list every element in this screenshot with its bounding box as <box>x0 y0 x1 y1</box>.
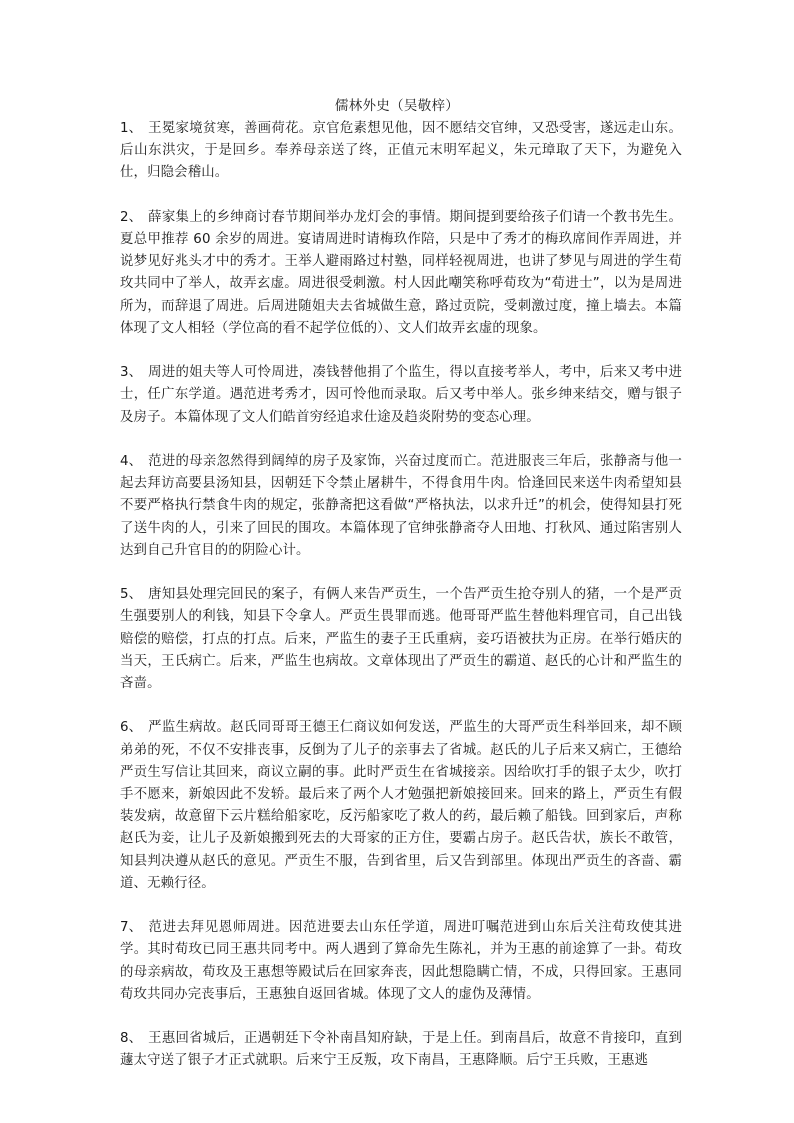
paragraph-text: 王冕家境贫寒，善画荷花。京官危素想见他，因不愿结交官绅，又恐受害，遂远走山东。后山东洪灾，于是回乡。奉养母亲送了终，正值元末明军起义，朱元璋取了天下，为避免入仕，归隐会稽山。 <box>120 121 682 181</box>
paragraph-text: 薛家集上的乡绅商讨春节期间举办龙灯会的事情。期间提到要给孩子们请一个教书先生。夏总甲推荐 60 余岁的周进。宴请周进时请梅玖作陪，只是中了秀才的梅玖席间作弄周进，并说梦见好兆头才中的秀才。王举人避雨路过村塾，同样轻视周进，也讲了梦见与周进的学生荀玫共同中了举人，故弄玄虚。周进很受刺激。村人因此嘲笑称呼荀玫为“荀进士”，以为是周进所为，而辞退了周进。后周进随姐夫去省城做生意，路过贡院，受刺激过度，撞上墙去。本篇体现了文人相轻（学位高的看不起学位低的）、文人们故弄玄虚的现象。 <box>120 209 682 336</box>
paragraph-text: 王惠回省城后，正遇朝廷下令补南昌知府缺，于是上任。到南昌后，故意不肯接印，直到蘧太守送了银子才正式就职。后来宁王反叛，攻下南昌，王惠降顺。后宁王兵败，王惠逃 <box>120 1031 682 1069</box>
paragraph-number: 1、 <box>120 121 143 136</box>
paragraph-number: 3、 <box>120 365 143 381</box>
paragraph-number: 2、 <box>120 209 143 225</box>
paragraph-6 <box>120 717 682 895</box>
paragraph-8 <box>120 1028 682 1072</box>
document-body <box>120 118 682 1095</box>
paragraph-5 <box>120 584 682 695</box>
paragraph-text: 严监生病故。赵氏同哥哥王德王仁商议如何发送，严监生的大哥严贡生科举回来，却不顾弟弟的死，不仅不安排丧事，反倒为了儿子的亲事去了省城。赵氏的儿子后来又病亡，王德给严贡生写信让其回来，商议立嗣的事。此时严贡生在省城接亲。因给吹打手的银子太少，吹打手不愿来，新娘因此不发轿。最后来了两个人才勉强把新娘接回来。回来的路上，严贡生有假装发病，故意留下云片糕给船家吃，反污船家吃了救人的药，最后赖了船钱。回到家后，声称赵氏为妾，让儿子及新娘搬到死去的大哥家的正方住，要霸占房子。赵氏告状，族长不敢管，知县判决遵从赵氏的意见。严贡生不服，告到省里，后又告到部里。体现出严贡生的吝啬、霸道、无赖行径。 <box>120 720 682 891</box>
paragraph-number: 4、 <box>120 454 143 469</box>
paragraph-7 <box>120 917 682 1006</box>
paragraph-text: 唐知县处理完回民的案子，有俩人来告严贡生，一个告严贡生抢夺别人的猪，一个是严贡生强要别人的利钱，知县下令拿人。严贡生畏罪而逃。他哥哥严监生替他料理官司，自己出钱赔偿的赔偿，打点的打点。后来，严监生的妻子王氏重病，妾巧语被扶为正房。在举行婚庆的当天，王氏病亡。后来，严监生也病故。文章体现出了严贡生的霸道、赵氏的心计和严监生的吝啬。 <box>120 587 682 692</box>
paragraph-number: 8、 <box>120 1031 143 1047</box>
paragraph-3 <box>120 362 682 429</box>
paragraph-2 <box>120 207 682 340</box>
paragraph-4 <box>120 451 682 562</box>
document-title: 儒林外史（吴敬梓） <box>334 98 460 114</box>
paragraph-text: 范进的母亲忽然得到阔绰的房子及家饰，兴奋过度而亡。范进服丧三年后，张静斋与他一起去拜访高要县汤知县，因朝廷下令禁止屠耕牛，不得食用牛肉。恰逢回民来送牛肉希望知县不要严格执行禁食牛肉的规定，张静斋把这看做“严格执法，以求升迁”的机会，使得知县打死了送牛肉的人，引来了回民的围攻。本篇体现了官绅张静斋夺人田地、打秋风、通过陷害别人达到自己升官目的的阴险心计。 <box>120 454 682 558</box>
paragraph-number: 6、 <box>120 720 143 736</box>
paragraph-1 <box>120 118 682 185</box>
paragraph-text: 周进的姐夫等人可怜周进，凑钱替他捐了个监生，得以直接考举人，考中，后来又考中进士，任广东学道。遇范进考秀才，因可怜他而录取。后又考中举人。张乡绅来结交，赠与银子及房子。本篇体现了文人们皓首穷经追求仕途及趋炎附势的变态心理。 <box>120 365 682 425</box>
paragraph-text: 范进去拜见恩师周进。因范进要去山东任学道，周进叮嘱范进到山东后关注荀玫使其进学。其时荀玫已同王惠共同考中。两人遇到了算命先生陈礼，并为王惠的前途算了一卦。荀玫的母亲病故，荀玫及王惠想等殿试后在回家奔丧，因此想隐瞒亡情，不成，只得回家。王惠同荀玫共同办完丧事后，王惠独自返回省城。体现了文人的虚伪及薄情。 <box>120 920 682 1002</box>
paragraph-number: 5、 <box>120 587 143 603</box>
paragraph-number: 7、 <box>120 920 143 936</box>
